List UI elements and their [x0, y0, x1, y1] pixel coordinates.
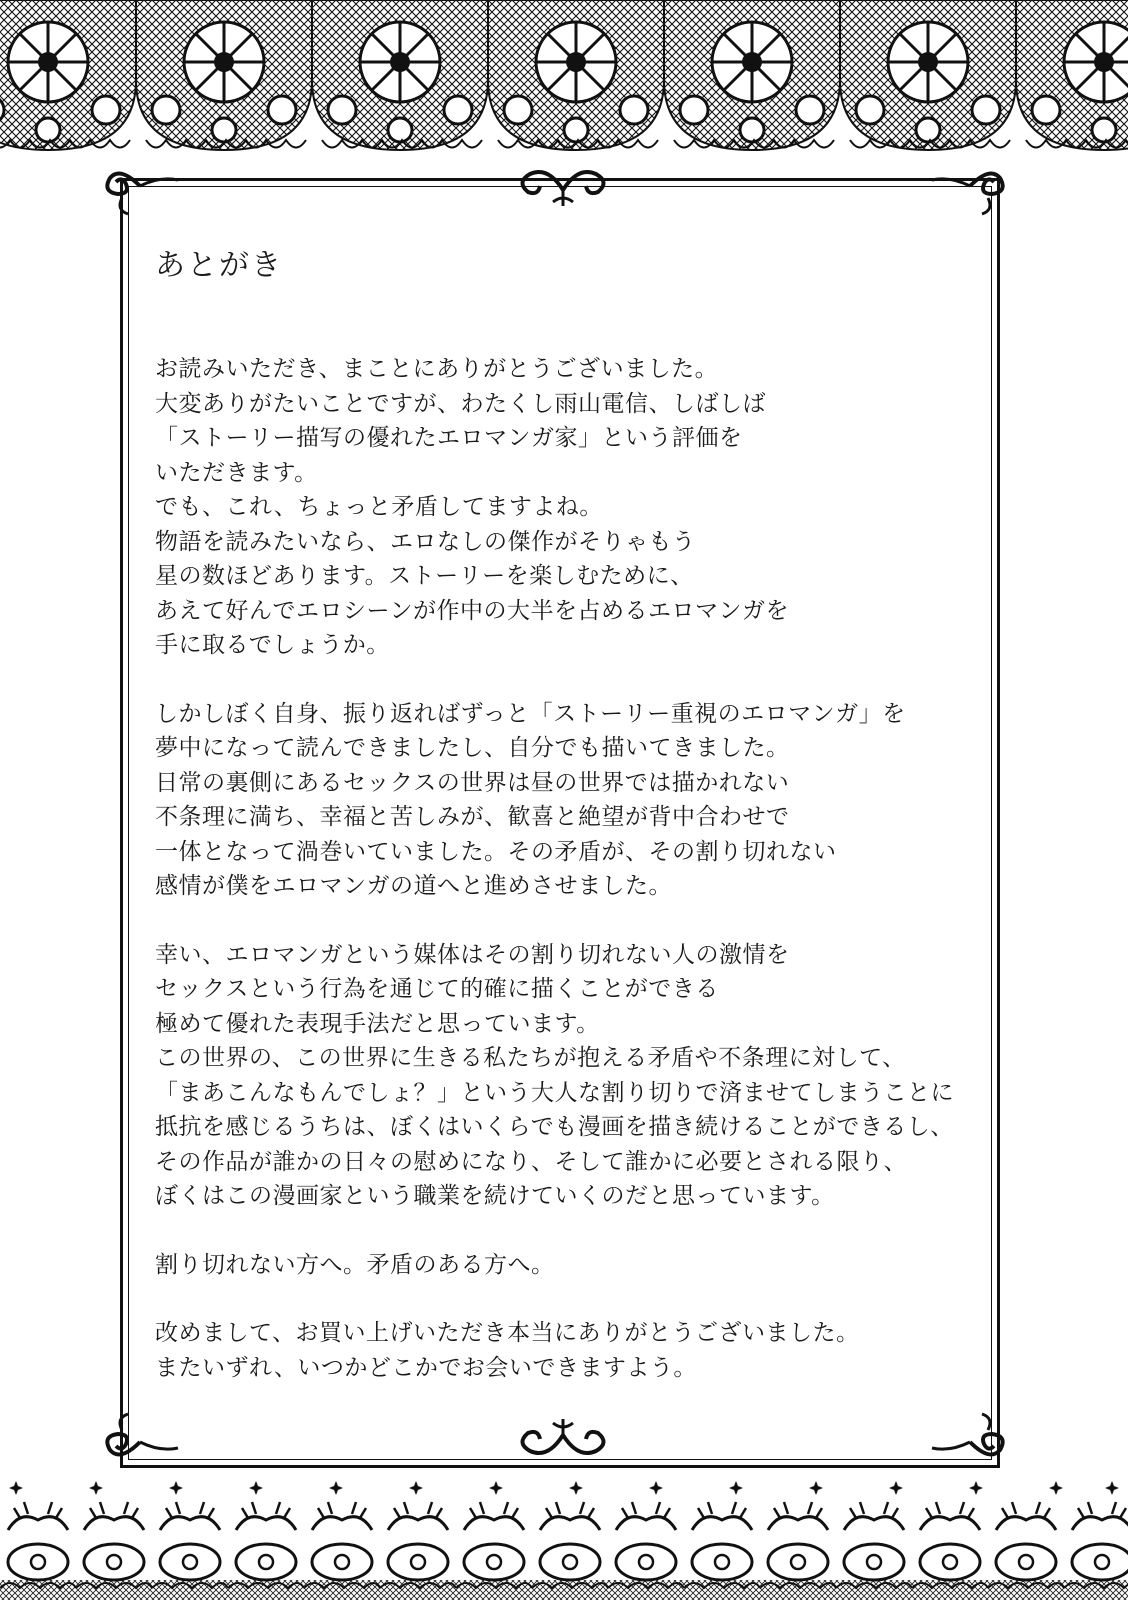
- text-line: セックスという行為を通じて的確に描くことができる: [155, 976, 719, 1002]
- text-line: 極めて優れた表現手法だと思っています。: [155, 1010, 600, 1037]
- text-line: その作品が誰かの日々の慰めになり、そして誰かに必要とされる限り、: [155, 1148, 907, 1175]
- text-line: この世界の、この世界に生きる私たちが抱える矛盾や不条理に対して、: [155, 1045, 906, 1071]
- paragraph: [155, 697, 985, 904]
- flourish-top-left-icon: [100, 158, 180, 218]
- paragraph: [155, 1316, 985, 1385]
- text-line: 物語を読みたいなら、エロなしの傑作がそりゃもう: [155, 528, 696, 555]
- text-line: 不条理に満ち、幸福と苦しみが、歓喜と絶望が背中合わせで: [155, 804, 790, 830]
- text-line: 改めまして、お買い上げいただき本当にありがとうございました。: [155, 1320, 860, 1346]
- text-line: いただきます。: [155, 459, 318, 486]
- flourish-top-center-icon: [508, 160, 618, 210]
- bottom-lace-border: [0, 1470, 1128, 1600]
- top-lace-border: [0, 0, 1128, 160]
- text-line: 一体となって渦巻いていました。その矛盾が、その割り切れない: [155, 838, 837, 865]
- flourish-bottom-left-icon: [100, 1410, 180, 1470]
- flourish-bottom-right-icon: [930, 1410, 1010, 1470]
- text-line: でも、これ、ちょっと矛盾してますよね。: [155, 494, 603, 520]
- text-line: しかしぼく自身、振り返ればずっと「ストーリー重視のエロマンガ」を: [155, 700, 906, 727]
- text-line: 感情が僕をエロマンガの道へと進めさせました。: [155, 873, 672, 899]
- text-line: お読みいただき、まことにありがとうございました。: [155, 356, 719, 382]
- text-line: 星の数ほどあります。ストーリーを楽しむために、: [155, 563, 694, 589]
- text-line: 手に取るでしょうか。: [155, 632, 390, 658]
- text-line: 「ストーリー描写の優れたエロマンガ家」という評価を: [155, 425, 743, 451]
- text-line: またいずれ、いつかどこかでお会いできますよう。: [155, 1354, 697, 1381]
- text-line: 「まあこんなもんでしょ？」という大人な割り切りで済ませてしまうことに: [155, 1079, 954, 1106]
- text-line: 夢中になって読んできましたし、自分でも描いてきました。: [155, 735, 790, 761]
- flourish-bottom-center-icon: [508, 1415, 618, 1465]
- afterword-title: あとがき: [155, 248, 283, 283]
- paragraph: [155, 352, 985, 663]
- text-line: 幸い、エロマンガという媒体はその割り切れない人の激情を: [155, 941, 790, 968]
- text-line: 日常の裏側にあるセックスの世界は昼の世界では描かれない: [155, 769, 790, 796]
- flourish-top-right-icon: [930, 158, 1010, 218]
- paragraph: [155, 938, 985, 1214]
- text-line: 抵抗を感じるうちは、ぼくはいくらでも漫画を描き続けることができるし、: [155, 1114, 954, 1140]
- text-line: 大変ありがたいことですが、わたくし雨山電信、しばしば: [155, 390, 766, 417]
- paragraph: [155, 1248, 985, 1283]
- text-line: あえて好んでエロシーンが作中の大半を占めるエロマンガを: [155, 597, 790, 624]
- text-line: ぼくはこの漫画家という職業を続けていくのだと思っています。: [155, 1183, 835, 1209]
- text-line: 割り切れない方へ。矛盾のある方へ。: [155, 1251, 555, 1278]
- afterword-body: [155, 352, 985, 1419]
